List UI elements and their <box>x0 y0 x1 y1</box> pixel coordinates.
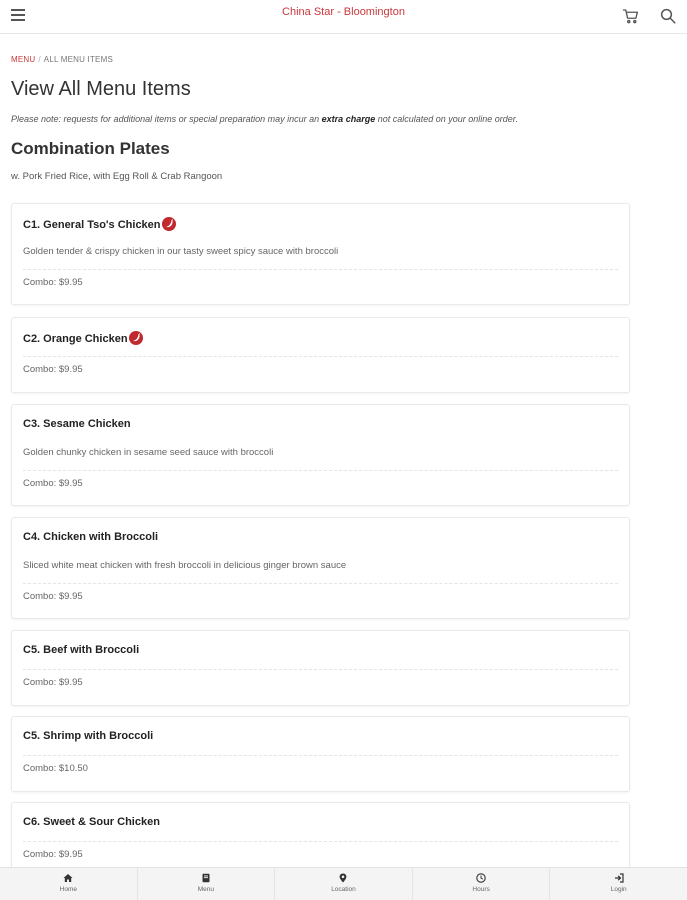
menu-item-price: Combo: $9.95 <box>23 478 83 489</box>
notice-extra-charge: extra charge <box>321 114 376 124</box>
menu-item-price: Combo: $9.95 <box>23 849 83 860</box>
card-divider <box>23 841 618 842</box>
nav-menu[interactable] <box>138 868 276 900</box>
menu-item-price: Combo: $9.95 <box>23 677 83 688</box>
spicy-pepper-icon <box>162 217 176 231</box>
section-description: w. Pork Fried Rice, with Egg Roll & Crab Rangoon <box>11 171 223 182</box>
card-divider <box>23 356 618 357</box>
bottom-nav <box>0 867 687 900</box>
menu-item-description: Sliced white meat chicken with fresh broccoli in delicious ginger brown sauce <box>23 560 347 571</box>
card-divider <box>23 755 618 756</box>
menu-item-card[interactable] <box>11 630 630 706</box>
menu-item-card[interactable] <box>11 716 630 792</box>
notice-text-end: not calculated on your online order. <box>375 114 518 124</box>
nav-location[interactable] <box>275 868 413 900</box>
nav-label: Hours <box>472 886 490 893</box>
card-divider <box>23 583 618 584</box>
clock-icon <box>476 873 486 883</box>
section-title: Combination Plates <box>11 139 170 158</box>
menu-item-card[interactable] <box>11 517 630 619</box>
menu-item-price: Combo: $9.95 <box>23 277 83 288</box>
menu-item-name-text: C2. Orange Chicken <box>23 333 128 345</box>
page-title: View All Menu Items <box>11 78 191 100</box>
book-icon <box>201 873 211 883</box>
card-divider <box>23 669 618 670</box>
menu-item-name: C5. Shrimp with Broccoli <box>23 730 154 742</box>
restaurant-title[interactable]: China Star - Bloomington <box>282 6 405 18</box>
menu-item-price: Combo: $9.95 <box>23 364 83 375</box>
nav-home[interactable] <box>0 868 138 900</box>
top-bar <box>0 0 687 34</box>
breadcrumb-current: ALL MENU ITEMS <box>43 55 113 64</box>
menu-item-description: Golden tender & crispy chicken in our tasty sweet spicy sauce with broccoli <box>23 246 339 257</box>
menu-item-description: Golden chunky chicken in sesame seed sauce with broccoli <box>23 447 274 458</box>
menu-item-name: C4. Chicken with Broccoli <box>23 531 159 543</box>
menu-item-card[interactable] <box>11 317 630 393</box>
card-divider <box>23 470 618 471</box>
menu-item-card[interactable] <box>11 203 630 305</box>
nav-label: Home <box>59 886 77 893</box>
menu-item-name <box>23 331 143 345</box>
nav-label: Menu <box>197 886 215 893</box>
breadcrumb-separator: / <box>38 55 41 64</box>
nav-label: Location <box>331 886 356 893</box>
nav-hours[interactable] <box>413 868 551 900</box>
nav-login[interactable] <box>550 868 687 900</box>
menu-item-price: Combo: $10.50 <box>23 763 88 774</box>
menu-item-name <box>23 217 176 231</box>
card-divider <box>23 269 618 270</box>
search-icon[interactable] <box>659 7 677 25</box>
pricing-notice <box>11 114 518 124</box>
cart-icon[interactable] <box>622 7 640 25</box>
breadcrumb-menu-link[interactable]: MENU <box>11 55 36 64</box>
nav-label: Login <box>610 886 627 893</box>
menu-item-name: C3. Sesame Chicken <box>23 418 131 430</box>
menu-item-name: C6. Sweet & Sour Chicken <box>23 816 160 828</box>
menu-item-name: C5. Beef with Broccoli <box>23 644 140 656</box>
map-pin-icon <box>338 873 348 883</box>
menu-item-card[interactable] <box>11 404 630 506</box>
breadcrumb <box>11 55 113 64</box>
menu-item-name-text: C1. General Tso's Chicken <box>23 219 161 231</box>
spicy-pepper-icon <box>129 331 143 345</box>
home-icon <box>63 873 73 883</box>
login-icon <box>614 873 624 883</box>
menu-item-price: Combo: $9.95 <box>23 591 83 602</box>
notice-text-start: Please note: requests for additional items or special preparation may incur an <box>11 114 322 124</box>
